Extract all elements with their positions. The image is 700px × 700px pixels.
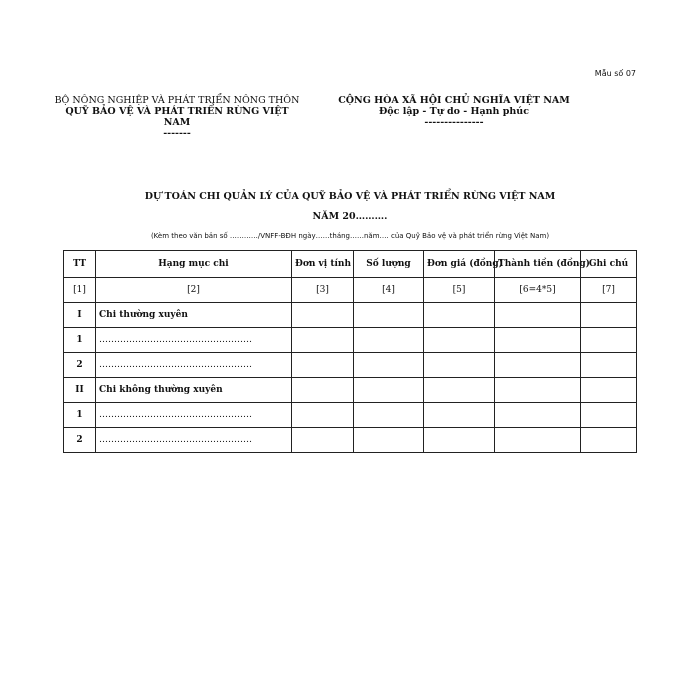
header-quantity: Số lượng (354, 251, 424, 278)
cell-notes (581, 303, 637, 328)
cell-unit (292, 303, 354, 328)
colnum-1: [1] (64, 278, 96, 303)
table-row (64, 378, 637, 403)
colnum-6: [6=4*5] (495, 278, 581, 303)
header-unit: Đơn vị tính (292, 251, 354, 278)
colnum-3: [3] (292, 278, 354, 303)
colnum-2: [2] (96, 278, 292, 303)
cell-unit-price (424, 428, 495, 453)
table-row (64, 403, 637, 428)
cell-amount (495, 303, 581, 328)
header-tt: TT (64, 251, 96, 278)
colnum-5: [5] (424, 278, 495, 303)
cell-notes (581, 378, 637, 403)
row-item: Chi thường xuyên (96, 303, 292, 328)
colnum-4: [4] (354, 278, 424, 303)
row-tt: II (64, 378, 96, 403)
national-motto: Độc lập - Tự do - Hạnh phúc (378, 106, 529, 117)
cell-quantity (354, 378, 424, 403)
row-tt: I (64, 303, 96, 328)
country-name: CỘNG HÒA XÃ HỘI CHỦ NGHĨA VIỆT NAM (338, 95, 570, 106)
cell-unit-price (424, 328, 495, 353)
header-unit-price: Đơn giá (đồng) (424, 251, 495, 278)
row-item: …………………………………………… (96, 403, 292, 428)
document-reference: (Kèm theo văn bản số …………/VNFF-BĐH ngày……tháng……năm…. của Quỹ Bảo vệ và phát triển rừng Việt Nam) (150, 232, 550, 240)
right-divider: --------------- (424, 117, 484, 128)
row-item: …………………………………………… (96, 428, 292, 453)
cell-unit (292, 378, 354, 403)
cell-unit-price (424, 353, 495, 378)
header-notes: Ghi chú (581, 251, 637, 278)
cell-notes (581, 353, 637, 378)
row-tt: 1 (64, 328, 96, 353)
cell-quantity (354, 328, 424, 353)
header-item: Hạng mục chi (96, 251, 292, 278)
row-item: …………………………………………… (96, 353, 292, 378)
cell-notes (581, 403, 637, 428)
form-number: Mẫu số 07 (594, 69, 636, 78)
cell-quantity (354, 303, 424, 328)
document-year: NĂM 20………. (312, 211, 388, 222)
table-row (64, 328, 637, 353)
header-amount: Thành tiền (đồng) (495, 251, 581, 278)
table-row (64, 353, 637, 378)
budget-table (63, 250, 637, 453)
cell-unit-price (424, 403, 495, 428)
cell-quantity (354, 403, 424, 428)
column-number-row (64, 278, 637, 303)
row-item: Chi không thường xuyên (96, 378, 292, 403)
issuer-header (52, 95, 302, 139)
cell-amount (495, 403, 581, 428)
cell-unit (292, 328, 354, 353)
national-header (330, 95, 578, 128)
cell-amount (495, 428, 581, 453)
colnum-7: [7] (581, 278, 637, 303)
cell-quantity (354, 428, 424, 453)
row-tt: 2 (64, 353, 96, 378)
table-row (64, 303, 637, 328)
row-item: …………………………………………… (96, 328, 292, 353)
cell-unit (292, 353, 354, 378)
cell-amount (495, 378, 581, 403)
row-tt: 1 (64, 403, 96, 428)
ministry-name: BỘ NÔNG NGHIỆP VÀ PHÁT TRIỂN NÔNG THÔN (54, 95, 300, 106)
left-divider: ------- (163, 128, 191, 139)
fund-name: QUỸ BẢO VỆ VÀ PHÁT TRIỂN RỪNG VIỆT NAM (65, 106, 289, 128)
cell-amount (495, 328, 581, 353)
cell-unit (292, 403, 354, 428)
cell-notes (581, 328, 637, 353)
cell-unit-price (424, 303, 495, 328)
cell-quantity (354, 353, 424, 378)
table-header-row (64, 251, 637, 278)
cell-unit (292, 428, 354, 453)
cell-notes (581, 428, 637, 453)
cell-unit-price (424, 378, 495, 403)
row-tt: 2 (64, 428, 96, 453)
document-title: DỰ TOÁN CHI QUẢN LÝ CỦA QUỸ BẢO VỆ VÀ PHÁT TRIỂN RỪNG VIỆT NAM (144, 191, 556, 202)
table-row (64, 428, 637, 453)
cell-amount (495, 353, 581, 378)
